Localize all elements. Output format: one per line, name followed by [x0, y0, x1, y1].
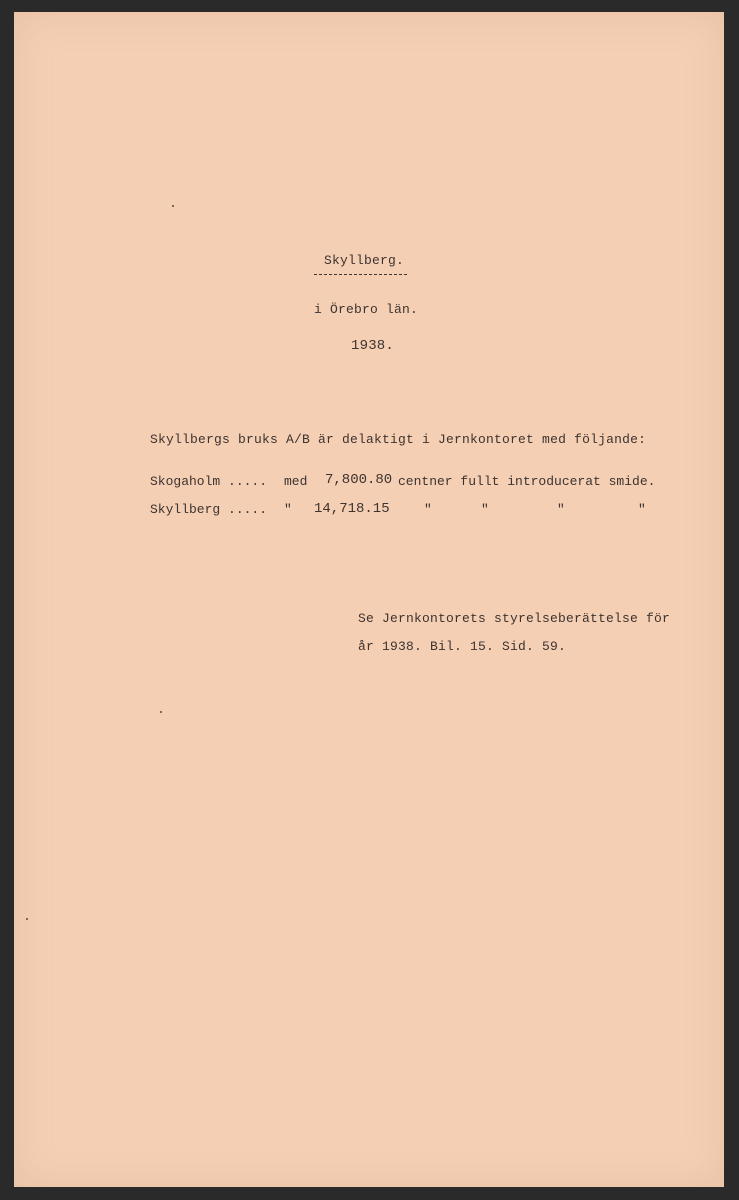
row-prefix: med — [284, 474, 308, 489]
paper-speck — [26, 918, 28, 920]
row-amount: 7,800.80 — [325, 472, 393, 488]
title-underline — [314, 274, 407, 275]
document-page — [14, 12, 724, 1187]
document-subtitle: i Örebro län. — [314, 302, 419, 317]
reference-line: Se Jernkontorets styrelseberättelse för — [358, 611, 671, 626]
row-place: Skogaholm ..... — [150, 474, 268, 489]
document-year: 1938. — [351, 338, 395, 354]
ditto-mark: " — [481, 502, 489, 517]
ditto-mark: " — [557, 502, 565, 517]
row-place: Skyllberg ..... — [150, 502, 268, 517]
row-prefix: " — [284, 502, 292, 517]
reference-line: år 1938. Bil. 15. Sid. 59. — [358, 639, 567, 654]
row-description: centner fullt introducerat smide. — [398, 474, 656, 489]
paper-speck — [172, 205, 174, 207]
document-title: Skyllberg. — [324, 253, 405, 268]
ditto-mark: " — [638, 502, 646, 517]
paper-speck — [160, 711, 162, 713]
intro-line: Skyllbergs bruks A/B är delaktigt i Jernkontoret med följande: — [150, 432, 647, 447]
ditto-mark: " — [424, 502, 432, 517]
row-amount: 14,718.15 — [314, 501, 390, 517]
